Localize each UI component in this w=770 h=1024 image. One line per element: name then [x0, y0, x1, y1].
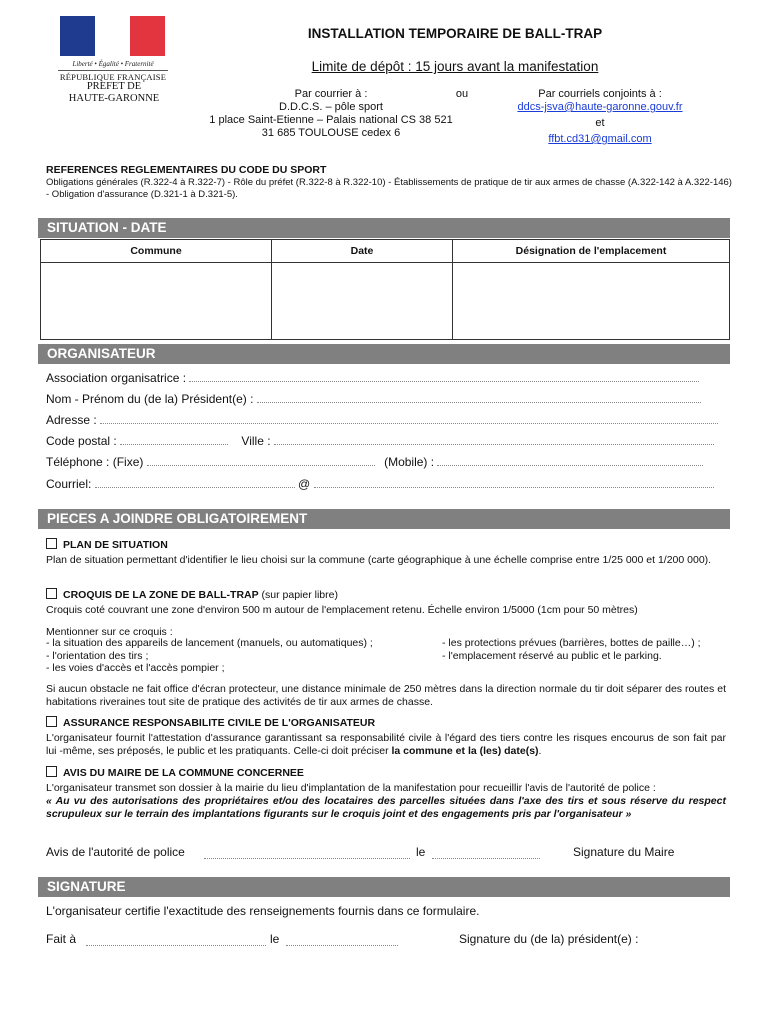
postal-address: Par courrier à : D.D.C.S. – pôle sport 1 place Saint-Etienne – Palais national CS 38 521 31 685 TOULOUSE cedex 6 — [209, 88, 453, 139]
mention-right-list: - les protections prévues (barrières, bottes de paille…) ; - l'emplacement réservé au public et le parking. — [442, 637, 701, 662]
avis-police-input[interactable] — [204, 848, 410, 859]
emplacement-input[interactable] — [453, 263, 730, 340]
croquis-checkbox[interactable] — [46, 588, 57, 599]
fait-a-input[interactable] — [86, 935, 266, 946]
assurance-text: L'organisateur fournit l'attestation d'assurance garantissant sa responsabilité civile à l'égard des tiers contre les risques encourus de son fait par lui -même, ses préposés, le public et les pratiquants. Celle-ci doit préciser la commune et la (les) date(s). — [46, 732, 726, 757]
code-postal-input[interactable] — [120, 434, 228, 445]
logo-motto: Liberté • Égalité • Fraternité — [72, 60, 154, 68]
or-label: ou — [455, 88, 469, 100]
certify-text: L'organisateur certifie l'exactitude des renseignements fournis dans ce formulaire. — [46, 904, 480, 918]
courriel-user-input[interactable] — [95, 477, 295, 488]
tel-fixe-input[interactable] — [147, 455, 375, 466]
fait-a-label: Fait à — [46, 932, 77, 946]
courriel-domain-input[interactable] — [314, 477, 714, 488]
signature-president-label: Signature du (de la) président(e) : — [459, 932, 639, 946]
plan-item: PLAN DE SITUATION — [46, 538, 168, 551]
avis-checkbox[interactable] — [46, 766, 57, 777]
code-ville-row: Code postal : Ville : — [46, 434, 714, 448]
association-row: Association organisatrice : — [46, 371, 699, 385]
commune-input[interactable] — [41, 263, 272, 340]
section-organisateur: ORGANISATEUR — [38, 344, 730, 364]
signature-le-label: le — [270, 932, 280, 946]
email-link-ddcs[interactable]: ddcs-jsva@haute-garonne.gouv.fr — [517, 101, 683, 113]
refs-text: Obligations générales (R.322-4 à R.322-7) - Rôle du préfet (R.322-8 à R.322-10) - Établissements de pratique de tir aux armes de chasse (A.322-142 à A.322-146) - Obligation d'assurance (D.321-1 à D.321-5). — [46, 177, 732, 200]
col-commune: Commune — [41, 240, 272, 263]
col-date: Date — [272, 240, 453, 263]
col-emplacement: Désignation de l'emplacement — [453, 240, 730, 263]
refs-title: REFERENCES REGLEMENTAIRES DU CODE DU SPORT — [46, 164, 327, 176]
association-input[interactable] — [189, 371, 699, 382]
mention-intro: Mentionner sur ce croquis : — [46, 626, 173, 638]
section-signature: SIGNATURE — [38, 877, 730, 897]
signature-maire-label: Signature du Maire — [573, 845, 675, 859]
adresse-input[interactable] — [100, 413, 718, 424]
logo-republic: RÉPUBLIQUE FRANÇAISE — [59, 72, 167, 82]
plan-text: Plan de situation permettant d'identifier le lieu choisi sur la commune (carte géographique à une échelle comprise entre 1/25 000 et 1/200 000). — [46, 554, 712, 566]
ville-input[interactable] — [274, 434, 714, 445]
republic-logo — [58, 16, 168, 82]
obstacle-text: Si aucun obstacle ne fait office d'écran protecteur, une distance minimale de 250 mètres dans la direction normale du tir doit séparer des routes et habitations riveraines tout site de pratique des activités de tir aux armes de chasse. — [46, 683, 726, 708]
avis-le-label: le — [416, 845, 426, 859]
president-input[interactable] — [257, 392, 701, 403]
section-pieces: PIECES A JOINDRE OBLIGATOIREMENT — [38, 509, 730, 529]
avis-item: AVIS DU MAIRE DE LA COMMUNE CONCERNEE — [46, 766, 304, 779]
avis-quote: « Au vu des autorisations des propriétaires et/ou des locataires des parcelles situées dans l'axe des tirs et sous réserve du respect scrupuleux sur le terrain des implantations figurants sur le croquis joint et des engagements pris par l'organisateur » — [46, 795, 726, 820]
signature-date-input[interactable] — [286, 935, 398, 946]
president-row: Nom - Prénom du (de la) Président(e) : — [46, 392, 701, 406]
page-subtitle: Limite de dépôt : 15 jours avant la manifestation — [311, 59, 599, 74]
prefet-label: PREFET DE HAUTE-GARONNE — [68, 81, 160, 104]
croquis-text: Croquis coté couvrant une zone d'environ 500 m autour de l'emplacement retenu. Échelle environ 1/5000 (1cm pour 50 mètres) — [46, 604, 638, 616]
avis-text: L'organisateur transmet son dossier à la mairie du lieu d'implantation de la manifestation pour recueillir l'avis de l'autorité de police : — [46, 782, 656, 794]
section-situation: SITUATION - DATE — [38, 218, 730, 238]
email-block: Par courriels conjoints à : ddcs-jsva@haute-garonne.gouv.fr et ffbt.cd31@gmail.com — [490, 88, 710, 146]
courriel-row: Courriel: @ — [46, 477, 714, 491]
marianne-flag-icon — [60, 16, 165, 56]
avis-date-input[interactable] — [432, 848, 540, 859]
telephone-row: Téléphone : (Fixe) (Mobile) : — [46, 455, 703, 469]
avis-police-label: Avis de l'autorité de police — [46, 845, 185, 859]
mention-left-list: - la situation des appareils de lancement (manuels, ou automatiques) ; - l'orientation des tirs ; - les voies d'accès et l'accès pompier ; — [46, 637, 373, 674]
email-link-ffbt[interactable]: ffbt.cd31@gmail.com — [548, 133, 652, 145]
assurance-item: ASSURANCE RESPONSABILITE CIVILE DE L'ORGANISATEUR — [46, 716, 375, 729]
plan-checkbox[interactable] — [46, 538, 57, 549]
croquis-item: CROQUIS DE LA ZONE DE BALL-TRAP (sur papier libre) — [46, 588, 338, 601]
page-title: INSTALLATION TEMPORAIRE DE BALL-TRAP — [307, 26, 603, 41]
adresse-row: Adresse : — [46, 413, 718, 427]
date-input[interactable] — [272, 263, 453, 340]
tel-mobile-input[interactable] — [437, 455, 703, 466]
assurance-checkbox[interactable] — [46, 716, 57, 727]
situation-table — [40, 239, 730, 340]
